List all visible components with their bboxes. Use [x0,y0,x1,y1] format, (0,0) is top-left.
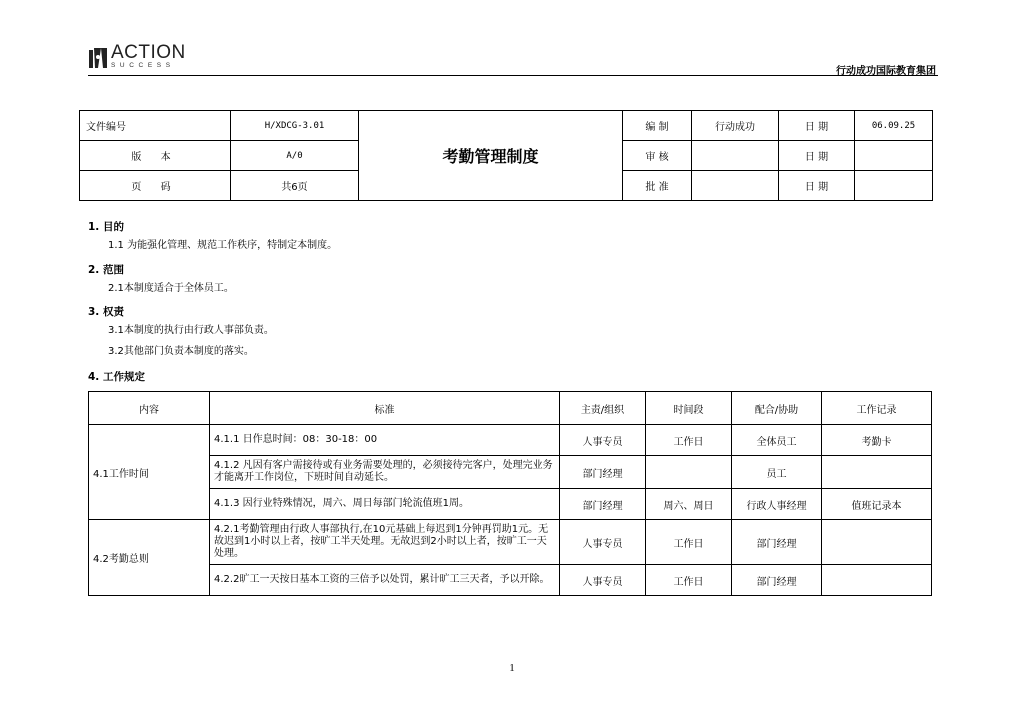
period-cell: 工作日 [646,425,732,456]
doc-no-value: H/XDCG-3.01 [231,111,359,141]
page-label: 页 码 [80,171,231,201]
section-heading: 3. 权责 [88,306,124,318]
assist-cell: 部门经理 [732,565,822,596]
date-value [855,141,933,171]
header-divider [88,75,938,76]
compiled-label: 编 制 [623,111,692,141]
action-logo-icon [88,44,108,70]
logo-main-text: ACTION [111,42,186,63]
table-row [89,520,932,565]
owner-cell: 人事专员 [560,425,646,456]
owner-cell: 部门经理 [560,456,646,489]
compiled-value: 行动成功 [692,111,779,141]
column-header: 主责/组织 [560,392,646,425]
period-cell: 周六、周日 [646,489,732,520]
date-value [855,171,933,201]
column-header: 配合/协助 [732,392,822,425]
period-cell [646,456,732,489]
section-item: 1.1 为能强化管理、规范工作秩序，特制定本制度。 [108,240,338,251]
section-item: 3.2其他部门负责本制度的落实。 [108,346,254,357]
standard-cell: 4.2.1考勤管理由行政人事部执行,在10元基础上每迟到1分钟再罚助1元。无故迟到1小时以上者，按旷工半天处理。无故迟到2小时以上者，按旷工一天处理。 [210,520,560,565]
section-heading: 2. 范围 [88,264,124,276]
section-heading: 1. 目的 [88,221,124,233]
assist-cell: 行政人事经理 [732,489,822,520]
table-row [89,425,932,456]
section-item: 3.1本制度的执行由行政人事部负责。 [108,325,274,336]
document-info-table [79,110,933,201]
version-label: 版 本 [80,141,231,171]
page-number: 1 [509,662,515,674]
owner-cell: 人事专员 [560,565,646,596]
table-header-row [89,392,932,425]
section-purpose [88,219,337,256]
page-count-value: 共6页 [231,171,359,201]
owner-cell: 部门经理 [560,489,646,520]
section-work-rules [88,369,145,385]
review-label: 审 核 [623,141,692,171]
page-header [88,44,938,76]
doc-no-label: 文件编号 [80,111,231,141]
review-value [692,141,779,171]
period-cell: 工作日 [646,565,732,596]
section-item: 2.1本制度适合于全体员工。 [108,283,234,294]
date-label: 日 期 [779,141,855,171]
record-cell [822,456,932,489]
company-name: 行动成功国际教育集团 [836,66,936,77]
column-header: 工作记录 [822,392,932,425]
version-value: A/0 [231,141,359,171]
document-title: 考勤管理制度 [359,111,623,201]
company-logo [88,44,186,74]
standard-cell: 4.1.3 因行业特殊情况，周六、周日每部门轮流值班1周。 [210,489,560,520]
assist-cell: 员工 [732,456,822,489]
period-cell: 工作日 [646,520,732,565]
approve-label: 批 准 [623,171,692,201]
table-row [89,456,932,489]
assist-cell: 部门经理 [732,520,822,565]
table-row [89,489,932,520]
owner-cell: 人事专员 [560,520,646,565]
approve-value [692,171,779,201]
category-cell: 4.1工作时间 [89,425,210,520]
record-cell: 考勤卡 [822,425,932,456]
column-header: 时间段 [646,392,732,425]
standard-cell: 4.2.2旷工一天按日基本工资的三倍予以处罚，累计旷工三天者，予以开除。 [210,565,560,596]
logo-sub-text: SUCCESS [111,62,175,69]
category-cell: 4.2考勤总则 [89,520,210,596]
work-rules-table [88,391,932,596]
standard-cell: 4.1.2 凡因有客户需接待或有业务需要处理的，必须接待完客户，处理完业务才能离开工作岗位，下班时间自动延长。 [210,456,560,489]
date-label: 日 期 [779,111,855,141]
column-header: 标准 [210,392,560,425]
date-label: 日 期 [779,171,855,201]
date-value: 06.09.25 [855,111,933,141]
record-cell [822,520,932,565]
record-cell [822,565,932,596]
section-heading: 4. 工作规定 [88,371,145,383]
section-responsibility [88,304,274,362]
assist-cell: 全体员工 [732,425,822,456]
section-scope [88,262,234,299]
record-cell: 值班记录本 [822,489,932,520]
column-header: 内容 [89,392,210,425]
standard-cell: 4.1.1 日作息时间：08：30-18：00 [210,425,560,456]
table-row [89,565,932,596]
